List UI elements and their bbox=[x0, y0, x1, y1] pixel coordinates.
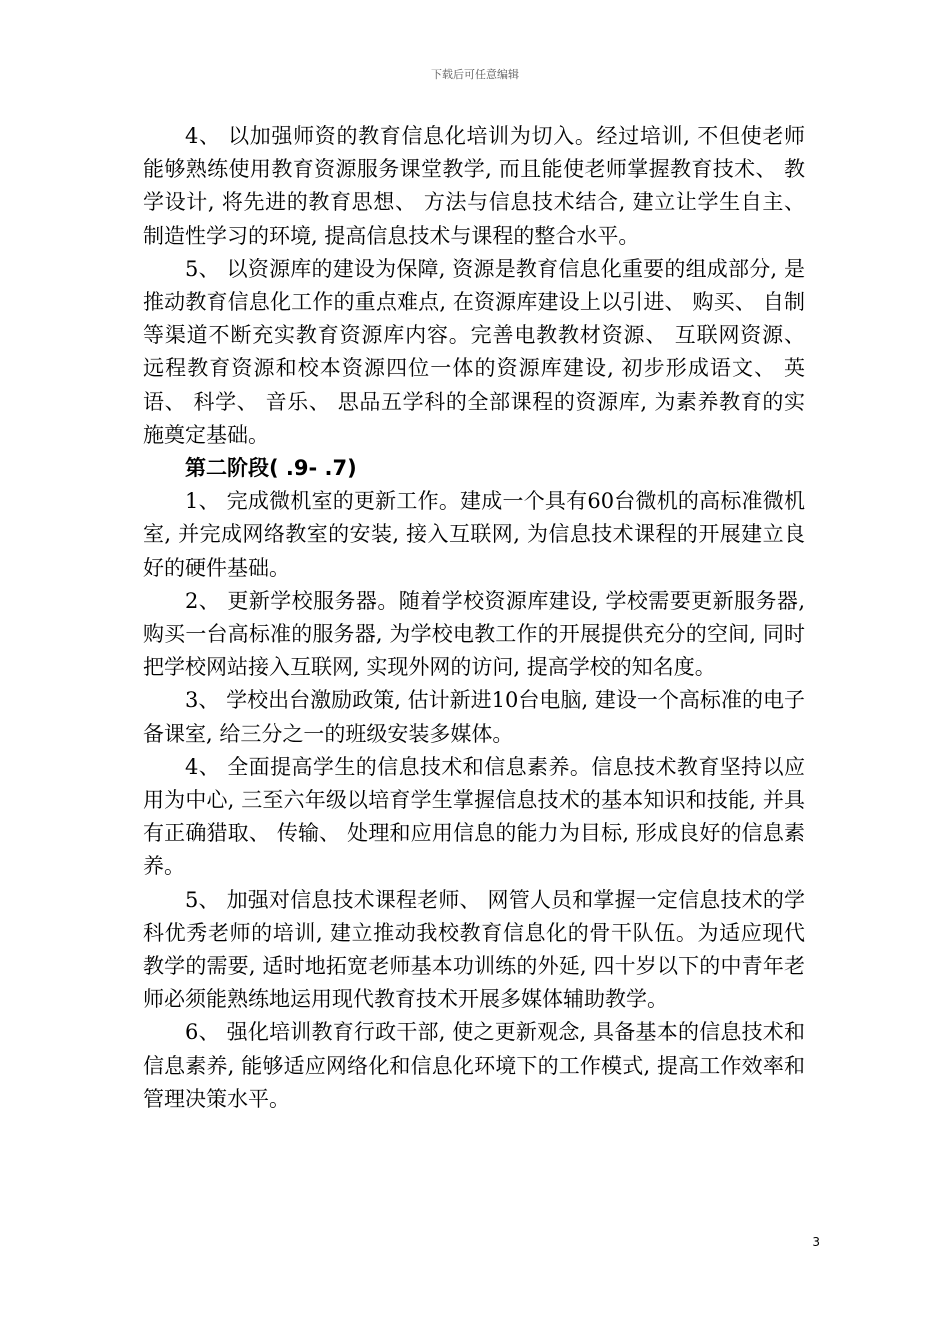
page-number: 3 bbox=[812, 1235, 820, 1249]
section-heading: 第二阶段( .9- .7) bbox=[185, 456, 357, 481]
paragraph-item-1: 1、 完成微机室的更新工作。建成一个具有60台微机的高标准微机室, 并完成网络教室的安装, 接入互联网, 为信息技术课程的开展建立良好的硬件基础。 bbox=[143, 489, 805, 580]
paragraph-item-5b: 5、 加强对信息技术课程老师、 网管人员和掌握一定信息技术的学科优秀老师的培训, 建立推动我校教育信息化的骨干队伍。为适应现代教学的需要, 适时地拓宽老师基本功训练的外延, 四十岁以下的中青年老师必须能熟练地运用现代教育技术开展多媒体辅助教学。 bbox=[143, 887, 805, 1012]
paragraph-item-3: 3、 学校出台激励政策, 估计新进10台电脑, 建设一个高标准的电子备课室, 给三分之一的班级安装多媒体。 bbox=[143, 688, 805, 746]
paragraph-item-6: 6、 强化培训教育行政干部, 使之更新观念, 具备基本的信息技术和信息素养, 能够适应网络化和信息化环境下的工作模式, 提高工作效率和管理决策水平。 bbox=[143, 1020, 805, 1111]
paragraph-item-5: 5、 以资源库的建设为保障, 资源是教育信息化重要的组成部分, 是推动教育信息化工作的重点难点, 在资源库建设上以引进、 购买、 自制等渠道不断充实教育资源库内容。完善电教教材资源、 互联网资源、 远程教育资源和校本资源四位一体的资源库建设, 初步形成语文、 英语、 科学、 音乐、 思品五学科的全部课程的资源库, 为素养教育的实施奠定基础。 bbox=[143, 256, 805, 447]
paragraph-item-4b: 4、 全面提高学生的信息技术和信息素养。信息技术教育坚持以应用为中心, 三至六年级以培育学生掌握信息技术的基本知识和技能, 并具有正确猎取、 传输、 处理和应用信息的能力为目标, 形成良好的信息素养。 bbox=[143, 754, 805, 879]
paragraph-item-4: 4、 以加强师资的教育信息化培训为切入。经过培训, 不但使老师能够熟练使用教育资源服务课堂教学, 而且能使老师掌握教育技术、 教学设计, 将先进的教育思想、 方法与信息技术结合, 建立让学生自主、 制造性学习的环境, 提高信息技术与课程的整合水平。 bbox=[143, 124, 805, 248]
page-header: 下载后可任意编辑 bbox=[431, 68, 519, 81]
paragraph-item-2: 2、 更新学校服务器。随着学校资源库建设, 学校需要更新服务器, 购买一台高标准的服务器, 为学校电教工作的开展提供充分的空间, 同时把学校网站接入互联网, 实现外网的访问, 提高学校的知名度。 bbox=[143, 588, 805, 680]
document-body bbox=[143, 120, 805, 1116]
